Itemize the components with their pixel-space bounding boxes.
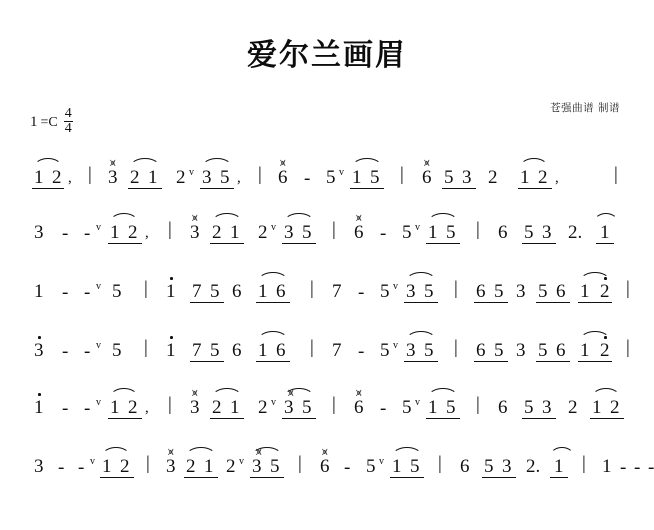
bow-up-mark: v (415, 222, 420, 233)
note: 2 (488, 167, 498, 188)
bow-down-mark: ⩙ (322, 447, 328, 458)
bow-up-mark: v (379, 456, 384, 467)
sustain-dash: - (62, 282, 69, 303)
slur-arc (406, 272, 436, 281)
beam-underline (522, 418, 556, 419)
note: 5 (302, 222, 312, 243)
note: 7 (332, 340, 342, 361)
sustain-dash: - (84, 398, 91, 419)
barline: | (476, 219, 480, 240)
barline: | (310, 278, 314, 299)
note: 5 (538, 281, 548, 302)
bow-up-mark: v (96, 340, 101, 351)
ornament-mark: , (145, 225, 149, 241)
slur-arc (550, 447, 574, 456)
note: 3 (542, 222, 552, 243)
note: 2 (212, 222, 222, 243)
beam-underline (474, 361, 508, 362)
note: 1 (34, 397, 44, 418)
key-equals: =C (40, 114, 58, 130)
note: 1 (102, 456, 112, 477)
bow-down-mark: ⩙ (110, 158, 116, 169)
note: 5 (220, 167, 230, 188)
beam-underline (518, 188, 552, 189)
bow-up-mark: v (415, 397, 420, 408)
note: 5 (410, 456, 420, 477)
note: 5 (302, 397, 312, 418)
note: 5 (380, 340, 390, 361)
note: 5 (326, 167, 336, 188)
barline: | (438, 453, 442, 474)
slur-arc (406, 331, 436, 340)
note: 5 (380, 281, 390, 302)
bow-up-mark: v (96, 281, 101, 292)
note: 6 (422, 167, 432, 188)
note: 1 (602, 456, 612, 477)
beam-underline (426, 243, 460, 244)
note: 5 (446, 222, 456, 243)
note: 6 (498, 222, 508, 243)
barline: | (310, 337, 314, 358)
barline: | (400, 164, 404, 185)
bow-up-mark: v (239, 456, 244, 467)
note: 1 (204, 456, 214, 477)
sustain-dash: - (84, 341, 91, 362)
note: 5 (524, 397, 534, 418)
bow-up-mark: v (90, 456, 95, 467)
beam-underline (404, 302, 438, 303)
note: 3 (34, 456, 44, 477)
note: 1 (428, 397, 438, 418)
note: 5 (484, 456, 494, 477)
music-line-1 (26, 154, 632, 200)
note: 1 (520, 167, 530, 188)
note: 3 (284, 222, 294, 243)
beam-underline (578, 361, 612, 362)
bow-down-mark: ⩙ (356, 388, 362, 399)
note: 6 (320, 456, 330, 477)
note: 1 (34, 281, 44, 302)
notation-row (26, 327, 632, 373)
beam-underline (200, 188, 234, 189)
beam-underline (522, 243, 556, 244)
ornament-mark: , (237, 170, 241, 186)
barline: | (626, 278, 630, 299)
note: 2 (176, 167, 186, 188)
note: 2 (212, 397, 222, 418)
note: 1 (392, 456, 402, 477)
note: 3 (190, 397, 200, 418)
beam-underline (282, 418, 316, 419)
note: 6 (476, 340, 486, 361)
beam-underline (474, 302, 508, 303)
note: 5 (270, 456, 280, 477)
beam-underline (32, 188, 64, 189)
note: 7 (192, 281, 202, 302)
note: 7 (332, 281, 342, 302)
beam-underline (390, 477, 424, 478)
sustain-dash: - (304, 168, 311, 189)
beam-underline (536, 302, 570, 303)
note: 1 (258, 340, 268, 361)
beam-underline (210, 243, 244, 244)
note: 5 (370, 167, 380, 188)
bow-down-mark: ⩙ (288, 388, 294, 399)
bow-down-mark: ⩙ (192, 213, 198, 224)
beam-underline (100, 477, 134, 478)
time-denominator: 4 (64, 121, 72, 137)
note: 5 (210, 281, 220, 302)
beam-underline (404, 361, 438, 362)
page-title: 爱尔兰画眉 (247, 38, 407, 73)
note: 7 (192, 340, 202, 361)
note: 6 (476, 281, 486, 302)
slur-arc (212, 388, 242, 397)
note: 2 (600, 281, 610, 302)
slur-arc (186, 447, 216, 456)
note: 5 (446, 397, 456, 418)
time-signature (64, 107, 73, 137)
note: 2 (130, 167, 140, 188)
slur-arc (110, 388, 138, 397)
slur-arc (284, 388, 314, 397)
note: 5 (402, 397, 412, 418)
note: 6 (460, 456, 470, 477)
note: 5 (524, 222, 534, 243)
music-line-6 (26, 443, 654, 489)
notation-row (26, 384, 632, 430)
note: 1 (600, 222, 610, 243)
note: 3 (542, 397, 552, 418)
slur-arc (392, 447, 422, 456)
note: 5 (210, 340, 220, 361)
beam-underline (256, 361, 290, 362)
key-time-signature (30, 108, 73, 138)
bow-up-mark: v (96, 222, 101, 233)
note: 6 (276, 281, 286, 302)
barline: | (146, 453, 150, 474)
note: 2 (128, 397, 138, 418)
beam-underline (108, 418, 142, 419)
note: 3 (406, 340, 416, 361)
note: 2 (258, 397, 268, 418)
notation-row (26, 154, 632, 200)
note: 6 (556, 340, 566, 361)
note: 5 (402, 222, 412, 243)
beam-underline (350, 188, 384, 189)
barline: | (454, 278, 458, 299)
slur-arc (520, 158, 548, 167)
sustain-dash: - (648, 457, 654, 478)
bow-down-mark: ⩙ (280, 158, 286, 169)
do-symbol: 1 (30, 114, 38, 131)
sustain-dash: - (380, 223, 387, 244)
octave-dot-high (170, 277, 173, 280)
notation-row (26, 268, 632, 314)
note: 1 (166, 340, 176, 361)
octave-dot-high (38, 393, 41, 396)
note: 5 (112, 281, 122, 302)
note: 6 (232, 340, 242, 361)
barline: | (332, 219, 336, 240)
beam-underline (128, 188, 162, 189)
barline: | (168, 219, 172, 240)
sustain-dash: - (58, 457, 65, 478)
note: 1 (110, 397, 120, 418)
barline: | (144, 278, 148, 299)
notation-row (26, 209, 632, 255)
octave-dot-high (604, 336, 607, 339)
note: 3 (462, 167, 472, 188)
note: 1 (580, 281, 590, 302)
beam-underline (184, 477, 218, 478)
note: 3 (34, 340, 44, 361)
note: 2 (538, 167, 548, 188)
note: 2 (568, 397, 578, 418)
bow-up-mark: v (271, 397, 276, 408)
sustain-dash: - (620, 457, 627, 478)
beam-underline (190, 302, 224, 303)
slur-arc (258, 331, 288, 340)
note: 5 (494, 281, 504, 302)
beam-underline (250, 477, 284, 478)
bow-down-mark: ⩙ (192, 388, 198, 399)
note: 3 (190, 222, 200, 243)
beam-underline (210, 418, 244, 419)
barline: | (476, 394, 480, 415)
note: 5 (112, 340, 122, 361)
barline: | (454, 337, 458, 358)
note: 6 (354, 222, 364, 243)
note: 5 (444, 167, 454, 188)
beam-underline (550, 477, 568, 478)
note: 6 (232, 281, 242, 302)
beam-underline (256, 302, 290, 303)
slur-arc (130, 158, 160, 167)
note: 2 (226, 456, 236, 477)
beam-underline (442, 188, 476, 189)
music-line-5 (26, 384, 632, 430)
sustain-dash: - (62, 341, 69, 362)
barline: | (614, 164, 618, 185)
note: 3 (166, 456, 176, 477)
bow-down-mark: ⩙ (168, 447, 174, 458)
note: 1 (34, 167, 44, 188)
note: 1 (428, 222, 438, 243)
note: 1 (352, 167, 362, 188)
note: 1 (110, 222, 120, 243)
beam-underline (590, 418, 624, 419)
beam-underline (578, 302, 612, 303)
octave-dot-high (38, 336, 41, 339)
slur-arc (284, 213, 314, 222)
barline: | (582, 453, 586, 474)
barline: | (258, 164, 262, 185)
note: 1 (166, 281, 176, 302)
note: 6 (276, 340, 286, 361)
note: 5 (424, 281, 434, 302)
time-numerator: 4 (64, 106, 72, 121)
note: 2 (600, 340, 610, 361)
slur-arc (110, 213, 138, 222)
note: 1 (230, 397, 240, 418)
note: 5 (494, 340, 504, 361)
sustain-dash: - (634, 457, 641, 478)
note: 3 (516, 340, 526, 361)
slur-arc (428, 213, 458, 222)
music-line-4 (26, 327, 632, 373)
sheet-music-page (0, 30, 654, 530)
note: 1 (580, 340, 590, 361)
note: 3 (406, 281, 416, 302)
beam-underline (596, 243, 614, 244)
slur-arc (594, 213, 618, 222)
beam-underline (282, 243, 316, 244)
slur-arc (258, 272, 288, 281)
note: 2 (186, 456, 196, 477)
slur-arc (202, 158, 232, 167)
slur-arc (102, 447, 130, 456)
bow-up-mark: v (339, 167, 344, 178)
music-line-3 (26, 268, 632, 314)
bow-up-mark: v (393, 340, 398, 351)
sustain-dash: - (84, 282, 91, 303)
note: 3 (284, 397, 294, 418)
slur-arc (212, 213, 242, 222)
note: 5 (366, 456, 376, 477)
bow-down-mark: ⩙ (356, 213, 362, 224)
credit-line: 苍强曲谱 制谱 (550, 102, 620, 114)
sustain-dash: - (62, 398, 69, 419)
sustain-dash: - (78, 457, 85, 478)
note: 1 (230, 222, 240, 243)
sustain-dash: - (62, 223, 69, 244)
note: 6 (278, 167, 288, 188)
note: 1 (592, 397, 602, 418)
barline: | (144, 337, 148, 358)
sustain-dash: - (358, 282, 365, 303)
beam-underline (426, 418, 460, 419)
notation-row (26, 443, 654, 489)
note: 6 (556, 281, 566, 302)
note: 3 (108, 167, 118, 188)
note: 5 (538, 340, 548, 361)
bow-up-mark: v (96, 397, 101, 408)
note: 2 (258, 222, 268, 243)
barline: | (332, 394, 336, 415)
note: 6 (498, 397, 508, 418)
bow-down-mark: ⩙ (424, 158, 430, 169)
sustain-dash: - (84, 223, 91, 244)
slur-arc (34, 158, 62, 167)
note: 3 (202, 167, 212, 188)
barline: | (298, 453, 302, 474)
octave-dot-high (170, 336, 173, 339)
bow-up-mark: v (271, 222, 276, 233)
slur-arc (592, 388, 620, 397)
note: 6 (354, 397, 364, 418)
beam-underline (482, 477, 516, 478)
bow-down-mark: ⩙ (256, 447, 262, 458)
beam-underline (108, 243, 142, 244)
barline: | (168, 394, 172, 415)
ornament-mark: , (145, 400, 149, 416)
sustain-dash: - (344, 457, 351, 478)
note: 5 (424, 340, 434, 361)
octave-dot-high (604, 277, 607, 280)
ornament-mark: , (555, 170, 559, 186)
beam-underline (190, 361, 224, 362)
note: 3 (252, 456, 262, 477)
note: 2 (610, 397, 620, 418)
slur-arc (252, 447, 282, 456)
note: 3 (516, 281, 526, 302)
bow-up-mark: v (189, 167, 194, 178)
note: 2 (52, 167, 62, 188)
slur-arc (352, 158, 382, 167)
note: 2. (526, 456, 541, 477)
sustain-dash: - (380, 398, 387, 419)
music-line-2 (26, 209, 632, 255)
note: 3 (502, 456, 512, 477)
slur-arc (428, 388, 458, 397)
ornament-mark: , (68, 170, 72, 186)
note: 1 (554, 456, 564, 477)
sustain-dash: - (358, 341, 365, 362)
note: 1 (258, 281, 268, 302)
note: 3 (34, 222, 44, 243)
barline: | (626, 337, 630, 358)
note: 2 (128, 222, 138, 243)
beam-underline (536, 361, 570, 362)
bow-up-mark: v (393, 281, 398, 292)
note: 1 (148, 167, 158, 188)
note: 2. (568, 222, 583, 243)
note: 2 (120, 456, 130, 477)
barline: | (88, 164, 92, 185)
